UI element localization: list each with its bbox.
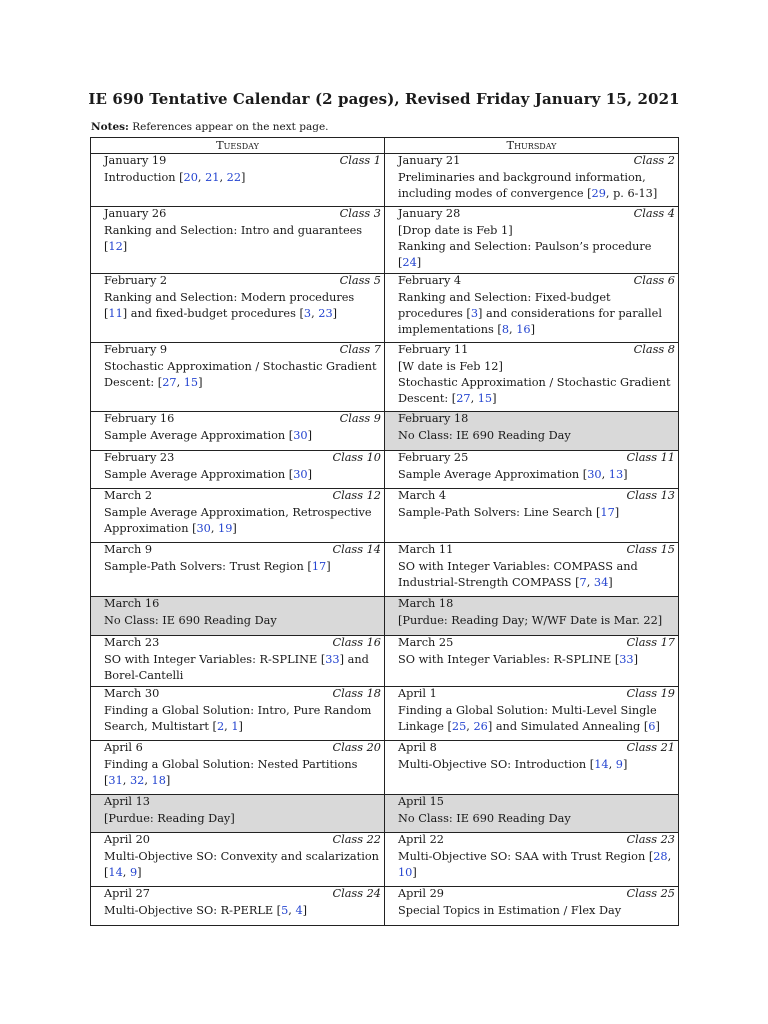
thursday-cell [385, 412, 679, 451]
description-text: ] and Simulated Annealing [ [487, 720, 649, 733]
class-date: January 26 [104, 207, 167, 220]
description-text: ] [302, 904, 308, 917]
description-text: , [122, 774, 130, 787]
thursday-cell [385, 887, 679, 926]
tuesday-cell [91, 489, 385, 543]
description-text: Ranking and Selection: Modern procedures [ [104, 291, 355, 320]
description-text: , [608, 758, 616, 771]
description-text: ] [326, 560, 331, 573]
calendar-row [91, 451, 679, 489]
description-text: [Purdue: Reading Day; W/WF Date is Mar. 22] [398, 614, 663, 627]
reference-link[interactable]: 3 [470, 307, 479, 320]
description-text: ] [165, 774, 171, 787]
description-text: ] [307, 468, 312, 481]
class-date: March 18 [398, 597, 454, 610]
description-text: ] [623, 468, 628, 481]
cell-header [398, 636, 675, 651]
tuesday-cell [91, 207, 385, 274]
class-number: Class 17 [626, 636, 675, 649]
thursday-cell [385, 795, 679, 833]
description-text: , [176, 376, 184, 389]
calendar-row [91, 207, 679, 274]
reference-link[interactable]: 30 [293, 468, 308, 481]
description-text: Sample Average Approximation [ [104, 468, 294, 481]
reference-link[interactable]: 27 [456, 392, 471, 405]
reference-link[interactable]: 12 [108, 240, 123, 253]
description-text: Multi-Objective SO: Introduction [ [398, 758, 595, 771]
reference-link[interactable]: 17 [311, 560, 327, 573]
class-description [104, 467, 381, 483]
class-date: January 19 [104, 154, 167, 167]
class-number: Class 3 [339, 207, 381, 220]
class-date: April 20 [104, 833, 150, 846]
cell-header [104, 597, 381, 612]
class-date: March 11 [398, 543, 454, 556]
description-text: ] and fixed-budget procedures [ [122, 307, 304, 320]
tuesday-cell [91, 597, 385, 636]
description-text: ] [241, 171, 246, 184]
class-description [398, 703, 675, 735]
class-number: Class 6 [633, 274, 675, 287]
description-text: , [122, 866, 130, 879]
class-description [104, 757, 381, 789]
class-number: Class 18 [332, 687, 381, 700]
class-date: March 23 [104, 636, 160, 649]
cell-header [398, 412, 675, 427]
description-text: Stochastic Approximation / Stochastic Gradient Descent: [ [104, 360, 377, 389]
reference-link[interactable]: 14 [594, 758, 609, 771]
reference-link[interactable]: 31 [108, 774, 123, 787]
description-text: , p. 6-13] [605, 187, 658, 200]
class-description [398, 170, 675, 202]
description-text: ] [137, 866, 142, 879]
class-date: April 27 [104, 887, 150, 900]
description-text: , [288, 904, 296, 917]
reference-link[interactable]: 8 [501, 323, 510, 336]
description-text: Ranking and Selection: Paulson’s procedure [ [398, 240, 652, 269]
description-text: ] [307, 429, 312, 442]
reference-link[interactable]: 6 [648, 720, 656, 733]
class-date: February 4 [398, 274, 462, 287]
class-description [104, 652, 381, 684]
reference-link[interactable]: 16 [516, 323, 531, 336]
thursday-cell [385, 833, 679, 887]
notes-label: Notes: [91, 121, 129, 133]
description-text: , [210, 522, 219, 535]
reference-link[interactable]: 3 [303, 307, 312, 320]
cell-header [104, 343, 381, 358]
cell-header [104, 833, 381, 848]
reference-link[interactable]: 22 [226, 171, 242, 184]
class-description [104, 223, 381, 255]
tuesday-cell [91, 795, 385, 833]
description-text: ] [633, 653, 639, 666]
cell-header [398, 597, 675, 612]
calendar-row [91, 412, 679, 451]
reference-link[interactable]: 32 [129, 774, 145, 787]
page-title: IE 690 Tentative Calendar (2 pages), Revised Friday January 15, 2021 [88, 90, 680, 108]
reference-link[interactable]: 30 [293, 429, 308, 442]
class-date: March 25 [398, 636, 454, 649]
tuesday-cell [91, 741, 385, 795]
class-date: April 13 [104, 795, 150, 808]
calendar-row [91, 489, 679, 543]
description-text: ] [238, 720, 243, 733]
calendar-row [91, 274, 679, 343]
class-date: April 1 [398, 687, 437, 700]
class-number: Class 1 [339, 154, 381, 167]
tuesday-cell [91, 274, 385, 343]
reference-link[interactable]: 5 [281, 904, 289, 917]
description-text: ] [332, 307, 338, 320]
class-description [104, 811, 381, 827]
class-date: January 21 [398, 154, 461, 167]
reference-link[interactable]: 19 [218, 522, 233, 535]
reference-link[interactable]: 33 [325, 653, 340, 666]
class-number: Class 10 [332, 451, 381, 464]
class-description [104, 505, 381, 537]
class-date: February 2 [104, 274, 168, 287]
column-header-thursday: Thursday [385, 138, 679, 154]
thursday-cell [385, 543, 679, 597]
cell-header [104, 451, 381, 466]
reference-link[interactable]: 2 [216, 720, 225, 733]
tuesday-cell [91, 687, 385, 741]
class-description [398, 903, 675, 919]
class-number: Class 15 [626, 543, 675, 556]
cell-header [398, 274, 675, 289]
cell-header [104, 412, 381, 427]
description-text: Multi-Objective SO: R-PERLE [ [104, 904, 282, 917]
description-text: Ranking and Selection: Fixed-budget procedures [ [398, 291, 611, 320]
class-description [398, 428, 675, 444]
reference-link[interactable]: 30 [587, 468, 602, 481]
calendar-row [91, 795, 679, 833]
cell-header [104, 543, 381, 558]
description-text: Sample Average Approximation [ [104, 429, 294, 442]
notes-text: References appear on the next page. [128, 121, 329, 133]
cell-header [104, 207, 381, 222]
description-text: SO with Integer Variables: R-SPLINE [ [104, 653, 326, 666]
description-text: Ranking and Selection: Intro and guarantees [ [104, 224, 363, 253]
class-date: February 25 [398, 451, 469, 464]
description-text: Finding a Global Solution: Intro, Pure Random Search, Multistart [ [104, 704, 372, 733]
reference-link[interactable]: 24 [402, 256, 417, 269]
class-description [104, 849, 381, 881]
class-date: April 8 [398, 741, 437, 754]
description-text: Multi-Objective SO: SAA with Trust Region [ [398, 850, 654, 863]
description-text: , [466, 720, 474, 733]
description-text: Preliminaries and background information, including modes of convergence [ [398, 171, 646, 200]
calendar-row [91, 543, 679, 597]
cell-header [104, 795, 381, 810]
description-text: ] [122, 240, 128, 253]
class-number: Class 8 [633, 343, 675, 356]
cell-header [398, 343, 675, 358]
class-number: Class 23 [626, 833, 675, 846]
class-description [398, 652, 675, 668]
description-text: SO with Integer Variables: COMPASS and Industrial-Strength COMPASS [ [398, 560, 638, 589]
reference-link[interactable]: 34 [593, 576, 609, 589]
class-description [104, 703, 381, 735]
class-date: February 16 [104, 412, 175, 425]
class-date: February 18 [398, 412, 469, 425]
class-description [398, 613, 675, 629]
class-description [104, 359, 381, 391]
class-number: Class 25 [626, 887, 675, 900]
tuesday-cell [91, 636, 385, 687]
reference-link[interactable]: 25 [451, 720, 467, 733]
reference-link[interactable]: 7 [579, 576, 587, 589]
class-number: Class 21 [626, 741, 675, 754]
reference-link[interactable]: 33 [619, 653, 634, 666]
cell-header [104, 154, 381, 169]
description-text: No Class: IE 690 Reading Day [398, 429, 571, 442]
description-text: , [601, 468, 609, 481]
cell-header [104, 887, 381, 902]
class-number: Class 7 [339, 343, 381, 356]
class-number: Class 9 [339, 412, 381, 425]
description-text: Finding a Global Solution: Multi-Level Single Linkage [ [398, 704, 657, 733]
description-text: ] and considerations for parallel implementations [ [398, 307, 662, 336]
description-text: ] [198, 376, 203, 389]
class-description [398, 757, 675, 773]
cell-header [398, 741, 675, 756]
tuesday-cell [91, 343, 385, 412]
thursday-cell [385, 636, 679, 687]
description-text: Sample Average Approximation, Retrospective Approximation [ [104, 506, 372, 535]
cell-header [104, 636, 381, 651]
calendar-row [91, 887, 679, 926]
reference-link[interactable]: 4 [295, 904, 303, 917]
calendar-row [91, 833, 679, 887]
description-text: [Purdue: Reading Day] [104, 812, 235, 825]
thursday-cell [385, 274, 679, 343]
description-text: , [667, 850, 672, 863]
cell-header [398, 489, 675, 504]
class-description [398, 505, 675, 521]
description-text: , [144, 774, 152, 787]
thursday-cell [385, 741, 679, 795]
class-description [398, 290, 675, 338]
class-date: March 2 [104, 489, 153, 502]
reference-link[interactable]: 10 [398, 866, 413, 879]
class-description [398, 559, 675, 591]
reference-link[interactable]: 9 [129, 866, 138, 879]
tuesday-cell [91, 451, 385, 489]
reference-link[interactable]: 23 [318, 307, 333, 320]
calendar-row [91, 636, 679, 687]
description-text: [Drop date is Feb 1] [398, 224, 513, 237]
description-text: Multi-Objective SO: Convexity and scalarization [ [104, 850, 379, 879]
description-text: No Class: IE 690 Reading Day [104, 614, 277, 627]
reference-link[interactable]: 26 [473, 720, 488, 733]
class-description [398, 811, 675, 827]
reference-link[interactable]: 11 [108, 307, 123, 320]
tuesday-cell [91, 543, 385, 597]
class-date: March 16 [104, 597, 160, 610]
tuesday-cell [91, 412, 385, 451]
thursday-cell [385, 687, 679, 741]
class-description [104, 170, 381, 186]
cell-header [398, 833, 675, 848]
class-number: Class 2 [633, 154, 675, 167]
description-text: , [219, 171, 227, 184]
description-text: ] [232, 522, 237, 535]
description-text: [W date is Feb 12] [398, 360, 503, 373]
reference-link[interactable]: 14 [108, 866, 123, 879]
cell-header [104, 274, 381, 289]
calendar-row [91, 687, 679, 741]
description-text: SO with Integer Variables: R-SPLINE [ [398, 653, 620, 666]
thursday-cell [385, 451, 679, 489]
class-date: April 6 [104, 741, 143, 754]
description-text: , [311, 307, 319, 320]
class-date: February 23 [104, 451, 175, 464]
thursday-cell [385, 489, 679, 543]
reference-link[interactable]: 30 [196, 522, 211, 535]
description-text: Special Topics in Estimation / Flex Day [398, 904, 622, 917]
class-description [104, 613, 381, 629]
class-number: Class 16 [332, 636, 381, 649]
cell-header [104, 489, 381, 504]
description-text: , [224, 720, 232, 733]
description-text: ] [412, 866, 417, 879]
class-date: January 28 [398, 207, 461, 220]
class-description [104, 428, 381, 444]
reference-link[interactable]: 18 [151, 774, 166, 787]
description-text: ] [622, 758, 628, 771]
thursday-cell [385, 207, 679, 274]
class-number: Class 4 [633, 207, 675, 220]
reference-link[interactable]: 29 [591, 187, 606, 200]
class-description [398, 223, 675, 271]
class-description [104, 559, 381, 575]
description-text: , [197, 171, 206, 184]
class-description [104, 290, 381, 322]
reference-link[interactable]: 9 [615, 758, 623, 771]
reference-link[interactable]: 28 [653, 850, 668, 863]
cell-header [104, 741, 381, 756]
class-date: April 15 [398, 795, 444, 808]
tuesday-cell [91, 154, 385, 207]
class-number: Class 24 [332, 887, 381, 900]
reference-link[interactable]: 21 [205, 171, 220, 184]
tuesday-cell [91, 887, 385, 926]
calendar-row [91, 597, 679, 636]
cell-header [398, 154, 675, 169]
tuesday-cell [91, 833, 385, 887]
class-date: February 9 [104, 343, 168, 356]
class-number: Class 13 [626, 489, 675, 502]
reference-link[interactable]: 13 [608, 468, 624, 481]
calendar-table [90, 137, 679, 926]
calendar-row [91, 154, 679, 207]
reference-link[interactable]: 20 [183, 171, 198, 184]
class-number: Class 5 [339, 274, 381, 287]
class-date: April 29 [398, 887, 444, 900]
class-date: March 4 [398, 489, 447, 502]
cell-header [104, 687, 381, 702]
description-text: ] [614, 506, 620, 519]
description-text: Sample-Path Solvers: Line Search [ [398, 506, 601, 519]
thursday-cell [385, 154, 679, 207]
description-text: , [470, 392, 478, 405]
cell-header [398, 687, 675, 702]
class-number: Class 20 [332, 741, 381, 754]
cell-header [398, 451, 675, 466]
class-number: Class 19 [626, 687, 675, 700]
reference-link[interactable]: 15 [477, 392, 493, 405]
calendar-row [91, 343, 679, 412]
description-text: ] [530, 323, 536, 336]
cell-header [398, 543, 675, 558]
class-date: March 30 [104, 687, 160, 700]
description-text: Stochastic Approximation / Stochastic Gradient Descent: [ [398, 376, 671, 405]
class-number: Class 12 [332, 489, 381, 502]
description-text: ] and Borel-Cantelli [104, 653, 369, 682]
description-text: Sample Average Approximation [ [398, 468, 588, 481]
thursday-cell [385, 597, 679, 636]
cell-header [398, 795, 675, 810]
description-text: Finding a Global Solution: Nested Partitions [ [104, 758, 358, 787]
description-text: Introduction [ [104, 171, 184, 184]
class-number: Class 22 [332, 833, 381, 846]
cell-header [398, 207, 675, 222]
calendar-row [91, 741, 679, 795]
description-text: No Class: IE 690 Reading Day [398, 812, 571, 825]
calendar-body [91, 154, 679, 926]
notes-line [91, 121, 329, 133]
class-number: Class 14 [332, 543, 381, 556]
reference-link[interactable]: 27 [162, 376, 177, 389]
cell-header [398, 887, 675, 902]
reference-link[interactable]: 17 [600, 506, 615, 519]
class-description [104, 903, 381, 919]
description-text: , [586, 576, 594, 589]
column-header-tuesday: Tuesday [91, 138, 385, 154]
class-description [398, 359, 675, 407]
class-number: Class 11 [626, 451, 675, 464]
thursday-cell [385, 343, 679, 412]
class-date: April 22 [398, 833, 444, 846]
class-date: February 11 [398, 343, 469, 356]
class-description [398, 849, 675, 881]
class-description [398, 467, 675, 483]
reference-link[interactable]: 1 [231, 720, 239, 733]
description-text: ] [416, 256, 422, 269]
description-text: ] [608, 576, 613, 589]
description-text: ] [492, 392, 497, 405]
description-text: , [509, 323, 517, 336]
description-text: ] [655, 720, 660, 733]
reference-link[interactable]: 15 [183, 376, 199, 389]
description-text: Sample-Path Solvers: Trust Region [ [104, 560, 312, 573]
class-date: March 9 [104, 543, 153, 556]
